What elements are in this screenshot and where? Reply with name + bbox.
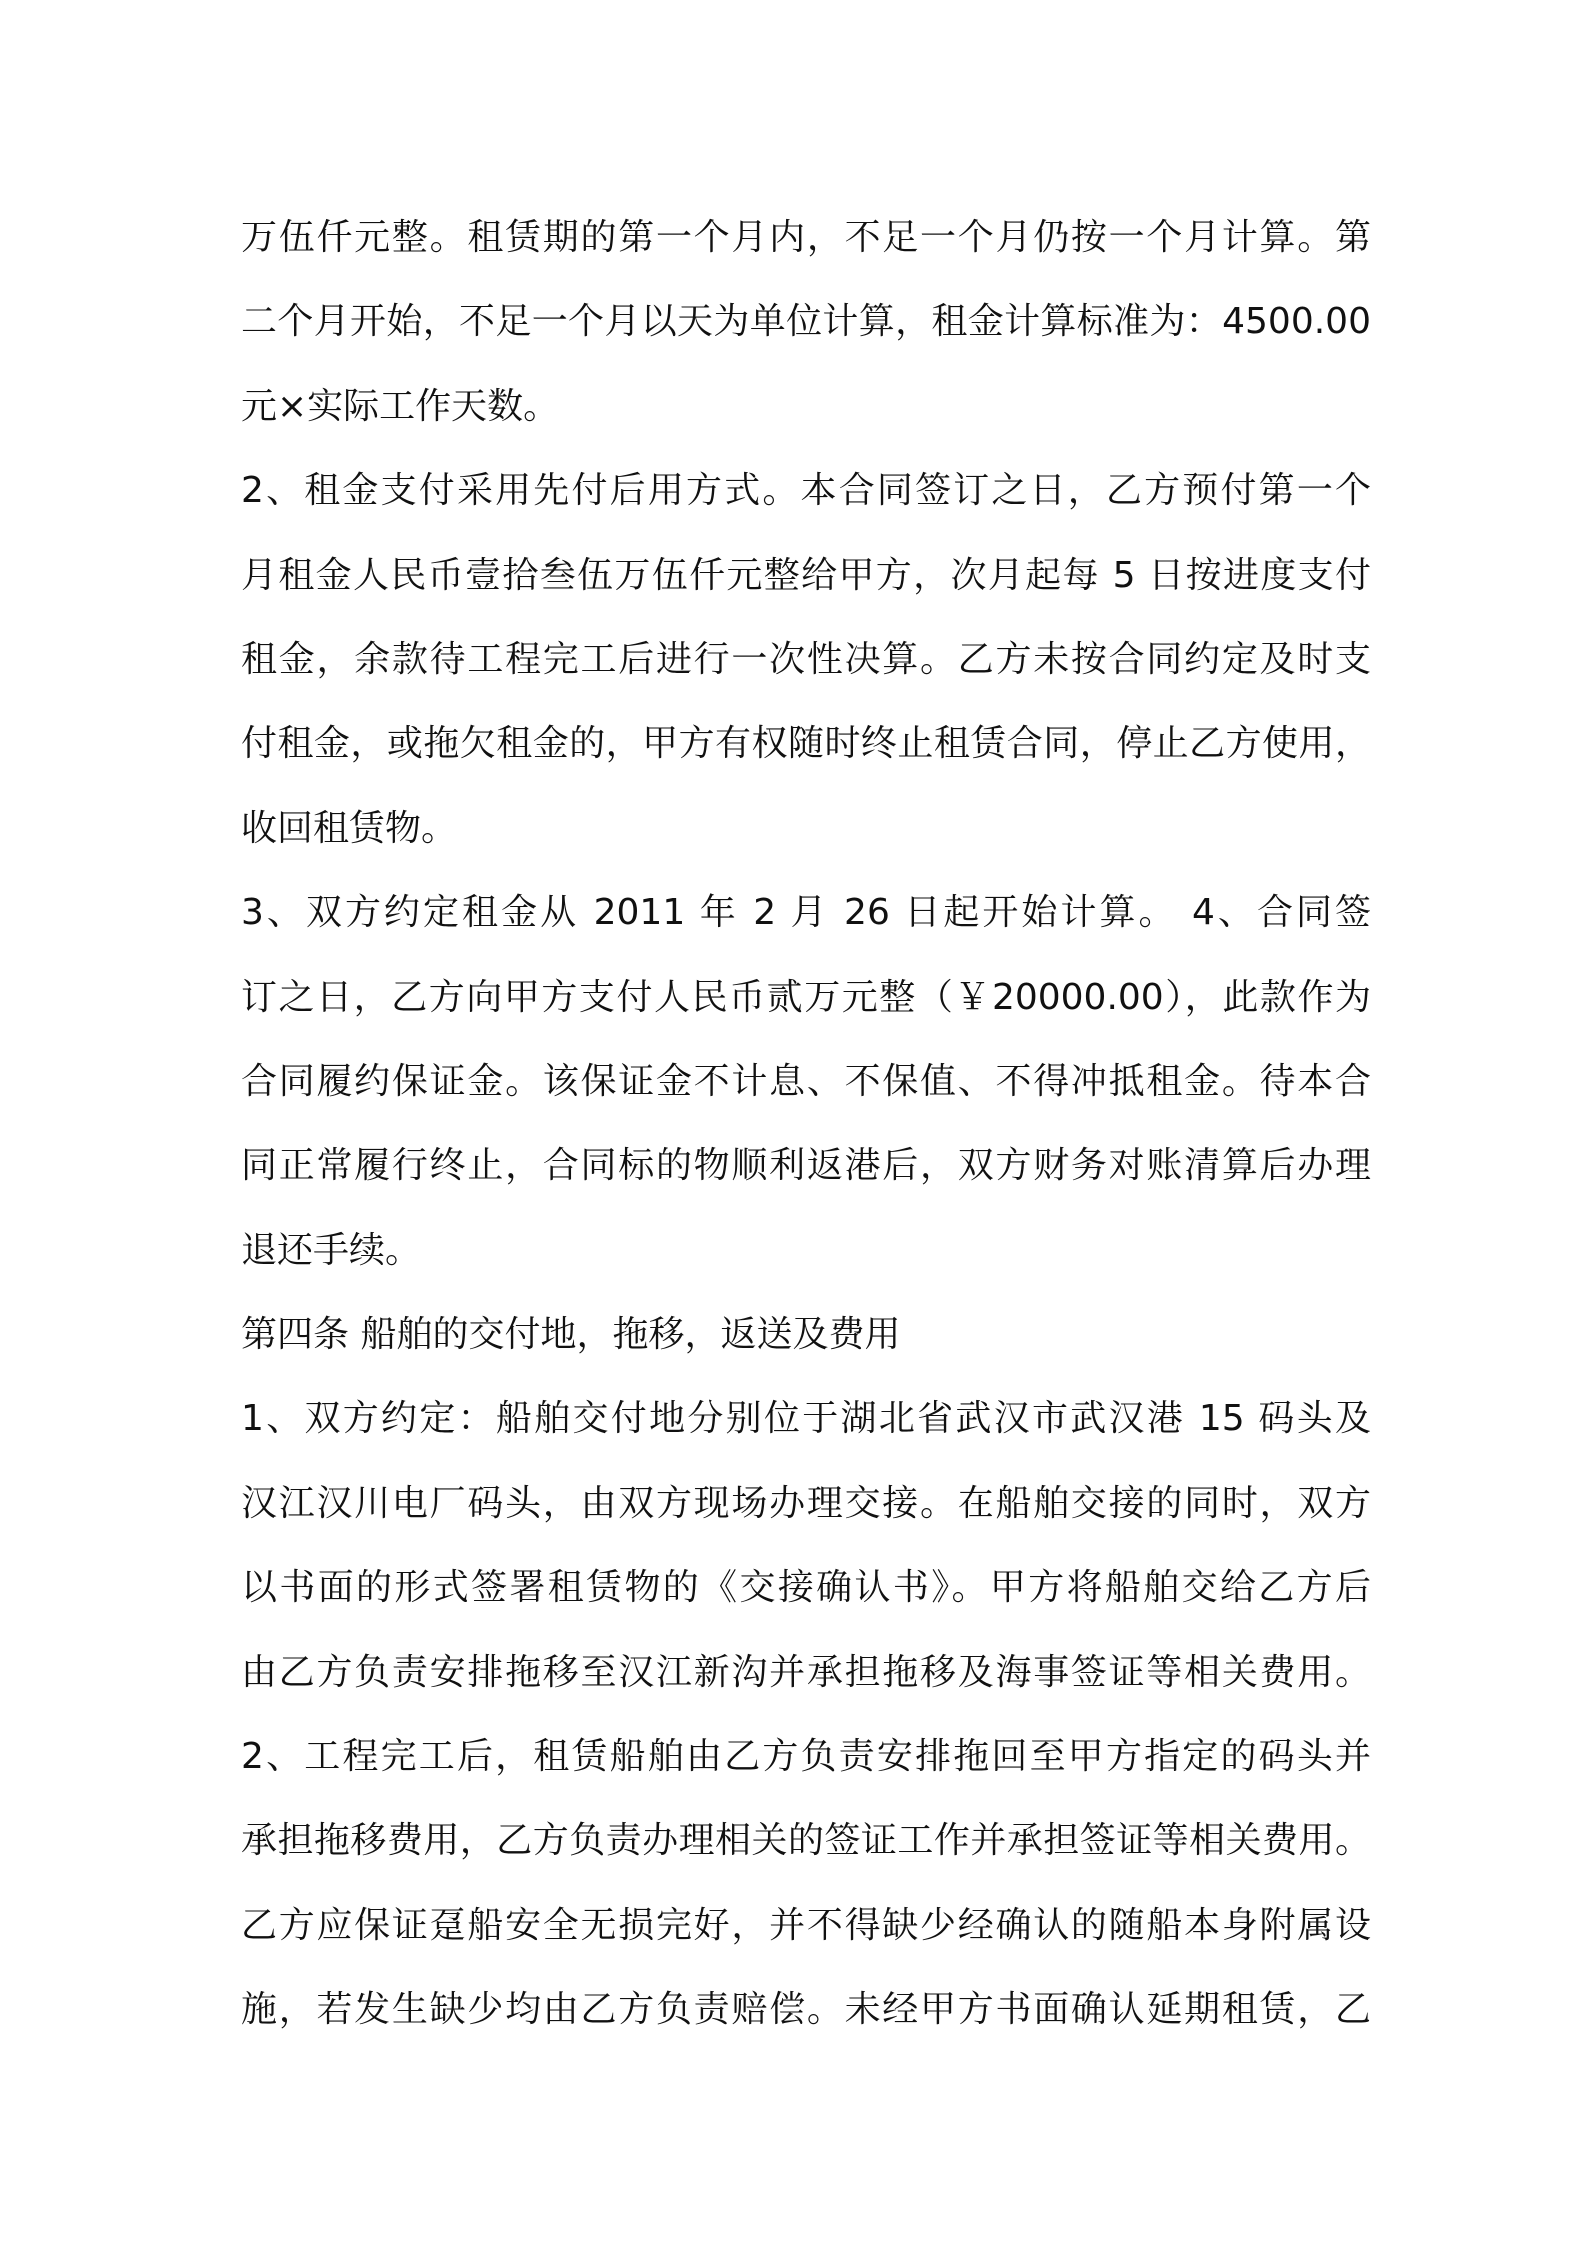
- text-line: 二个月开始，不足一个月以天为单位计算，租金计算标准为：4500.00: [241, 301, 1371, 343]
- text-line: 2、工程完工后，租赁船舶由乙方负责安排拖回至甲方指定的码头并: [241, 1736, 1371, 1778]
- text-line: 月租金人民币壹拾叁伍万伍仟元整给甲方，次月起每 5 日按进度支付: [241, 554, 1371, 596]
- text-line: 乙方应保证趸船安全无损完好，并不得缺少经确认的随船本身附属设: [241, 1904, 1371, 1946]
- text-line: 收回租赁物。: [241, 807, 458, 849]
- text-line: 同正常履行终止，合同标的物顺利返港后，双方财务对账清算后办理: [241, 1145, 1371, 1187]
- text-line: 1、双方约定：船舶交付地分别位于湖北省武汉市武汉港 15 码头及: [241, 1398, 1371, 1440]
- text-line: 万伍仟元整。租赁期的第一个月内，不足一个月仍按一个月计算。第: [241, 217, 1371, 258]
- text-line: 退还手续。: [241, 1229, 422, 1271]
- text-line: 由乙方负责安排拖移至汉江新沟并承担拖移及海事签证等相关费用。: [241, 1651, 1371, 1693]
- text-line: 付租金，或拖欠租金的，甲方有权随时终止租赁合同，停止乙方使用，: [241, 723, 1371, 765]
- text-line: 施，若发生缺少均由乙方负责赔偿。未经甲方书面确认延期租赁，乙: [241, 1989, 1371, 2031]
- text-line: 租金，余款待工程完工后进行一次性决算。乙方未按合同约定及时支: [241, 638, 1371, 680]
- text-line: 以书面的形式签署租赁物的《交接确认书》。甲方将船舶交给乙方后: [241, 1567, 1371, 1609]
- text-line: 汉江汉川电厂码头，由双方现场办理交接。在船舶交接的同时，双方: [241, 1482, 1371, 1524]
- text-line: 承担拖移费用，乙方负责办理相关的签证工作并承担签证等相关费用。: [241, 1820, 1371, 1862]
- section-heading: 第四条 船舶的交付地，拖移，返送及费用: [241, 1314, 901, 1356]
- document-body: [241, 196, 1371, 2053]
- text-line: 元×实际工作天数。: [241, 385, 560, 427]
- text-line: 3、双方约定租金从 2011 年 2 月 26 日起开始计算。 4、合同签: [241, 892, 1371, 934]
- text-line: 订之日，乙方向甲方支付人民币贰万元整（￥20000.00），此款作为: [241, 976, 1371, 1018]
- text-line: 合同履约保证金。该保证金不计息、不保值、不得冲抵租金。待本合: [241, 1060, 1371, 1102]
- text-line: 2、租金支付采用先付后用方式。本合同签订之日，乙方预付第一个: [241, 470, 1371, 512]
